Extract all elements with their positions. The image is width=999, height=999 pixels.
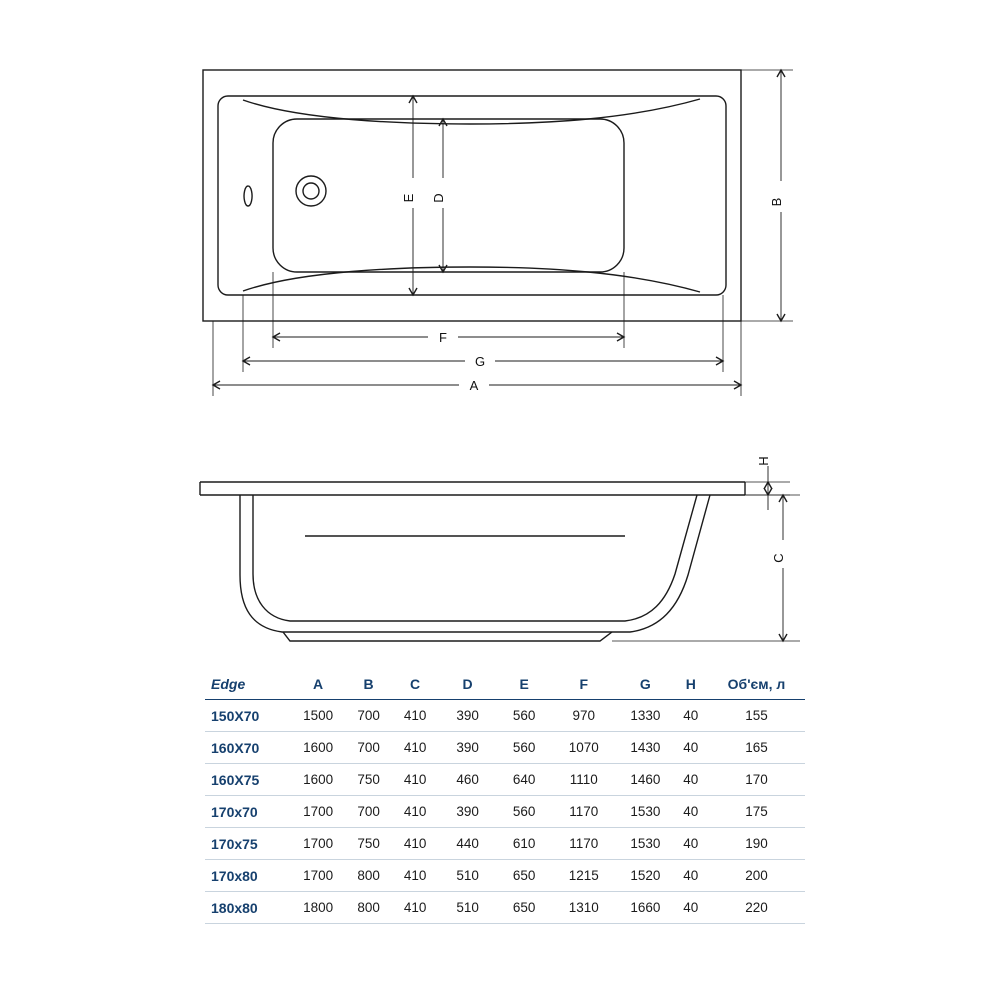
side-view-body-inner-outline [253, 495, 697, 621]
cell-model: 160X70 [205, 732, 292, 764]
cell-e: 560 [498, 700, 551, 732]
cell-c: 410 [393, 892, 437, 924]
dim-label-d: D [431, 193, 446, 203]
dim-label-c: C [771, 553, 786, 563]
cell-model: 170x70 [205, 796, 292, 828]
cell-f: 970 [550, 700, 617, 732]
table-row [205, 732, 805, 764]
cell-g: 1430 [617, 732, 674, 764]
cell-h: 40 [674, 732, 708, 764]
cell-d: 510 [437, 860, 498, 892]
cell-f: 1170 [550, 828, 617, 860]
cell-model: 150X70 [205, 700, 292, 732]
cell-volume: 220 [708, 892, 805, 924]
cell-a: 1600 [292, 764, 345, 796]
cell-h: 40 [674, 892, 708, 924]
col-header-h: H [674, 672, 708, 700]
side-view-base-foot [283, 632, 612, 641]
cell-h: 40 [674, 764, 708, 796]
cell-f: 1110 [550, 764, 617, 796]
cell-e: 650 [498, 860, 551, 892]
col-header-c: C [393, 672, 437, 700]
cell-a: 1700 [292, 860, 345, 892]
cell-model: 160X75 [205, 764, 292, 796]
cell-b: 750 [344, 828, 392, 860]
col-header-model: Edge [205, 672, 292, 700]
top-view-upper-sweep [243, 99, 700, 124]
cell-g: 1460 [617, 764, 674, 796]
cell-c: 410 [393, 796, 437, 828]
cell-d: 440 [437, 828, 498, 860]
cell-a: 1800 [292, 892, 345, 924]
table-row [205, 828, 805, 860]
cell-e: 640 [498, 764, 551, 796]
table-row [205, 700, 805, 732]
cell-e: 610 [498, 828, 551, 860]
cell-d: 390 [437, 796, 498, 828]
cell-b: 800 [344, 892, 392, 924]
cell-volume: 175 [708, 796, 805, 828]
cell-f: 1310 [550, 892, 617, 924]
cell-model: 170x75 [205, 828, 292, 860]
cell-model: 180x80 [205, 892, 292, 924]
cell-c: 410 [393, 828, 437, 860]
cell-f: 1215 [550, 860, 617, 892]
dim-label-f: F [439, 330, 447, 345]
cell-a: 1700 [292, 828, 345, 860]
top-view-inner-rim [218, 96, 726, 295]
cell-d: 390 [437, 700, 498, 732]
dim-label-g: G [474, 354, 486, 369]
cell-d: 460 [437, 764, 498, 796]
cell-volume: 165 [708, 732, 805, 764]
table-row [205, 860, 805, 892]
dim-label-h: H [756, 456, 771, 466]
top-view-lower-sweep [243, 267, 700, 292]
cell-g: 1530 [617, 796, 674, 828]
top-view-outer-rim [203, 70, 741, 321]
cell-h: 40 [674, 700, 708, 732]
cell-volume: 190 [708, 828, 805, 860]
col-header-d: D [437, 672, 498, 700]
dim-label-e: E [401, 193, 416, 203]
drain-outer-circle [296, 176, 326, 206]
cell-a: 1500 [292, 700, 345, 732]
cell-c: 410 [393, 732, 437, 764]
col-header-f: F [550, 672, 617, 700]
col-header-b: B [344, 672, 392, 700]
table-row [205, 892, 805, 924]
cell-h: 40 [674, 828, 708, 860]
cell-b: 700 [344, 796, 392, 828]
col-header-e: E [498, 672, 551, 700]
overflow-hole [244, 186, 252, 206]
cell-model: 170x80 [205, 860, 292, 892]
cell-f: 1170 [550, 796, 617, 828]
table-row [205, 764, 805, 796]
cell-b: 700 [344, 700, 392, 732]
cell-g: 1330 [617, 700, 674, 732]
col-header-a: A [292, 672, 345, 700]
cell-h: 40 [674, 860, 708, 892]
cell-e: 560 [498, 796, 551, 828]
cell-c: 410 [393, 764, 437, 796]
drain-inner-circle [303, 183, 319, 199]
cell-d: 510 [437, 892, 498, 924]
cell-c: 410 [393, 860, 437, 892]
cell-e: 650 [498, 892, 551, 924]
cell-h: 40 [674, 796, 708, 828]
cell-b: 800 [344, 860, 392, 892]
cell-c: 410 [393, 700, 437, 732]
cell-f: 1070 [550, 732, 617, 764]
cell-b: 700 [344, 732, 392, 764]
cell-a: 1700 [292, 796, 345, 828]
col-header-volume: Об'єм, л [708, 672, 805, 700]
dim-label-b: B [769, 197, 784, 207]
col-header-g: G [617, 672, 674, 700]
cell-volume: 170 [708, 764, 805, 796]
cell-d: 390 [437, 732, 498, 764]
table-row [205, 796, 805, 828]
cell-b: 750 [344, 764, 392, 796]
dim-label-a: A [469, 378, 479, 393]
side-view-body-outline [240, 495, 710, 632]
cell-g: 1520 [617, 860, 674, 892]
cell-g: 1660 [617, 892, 674, 924]
cell-g: 1530 [617, 828, 674, 860]
table-header-row [205, 672, 805, 700]
cell-volume: 200 [708, 860, 805, 892]
cell-a: 1600 [292, 732, 345, 764]
specification-table [205, 672, 805, 924]
cell-volume: 155 [708, 700, 805, 732]
cell-e: 560 [498, 732, 551, 764]
